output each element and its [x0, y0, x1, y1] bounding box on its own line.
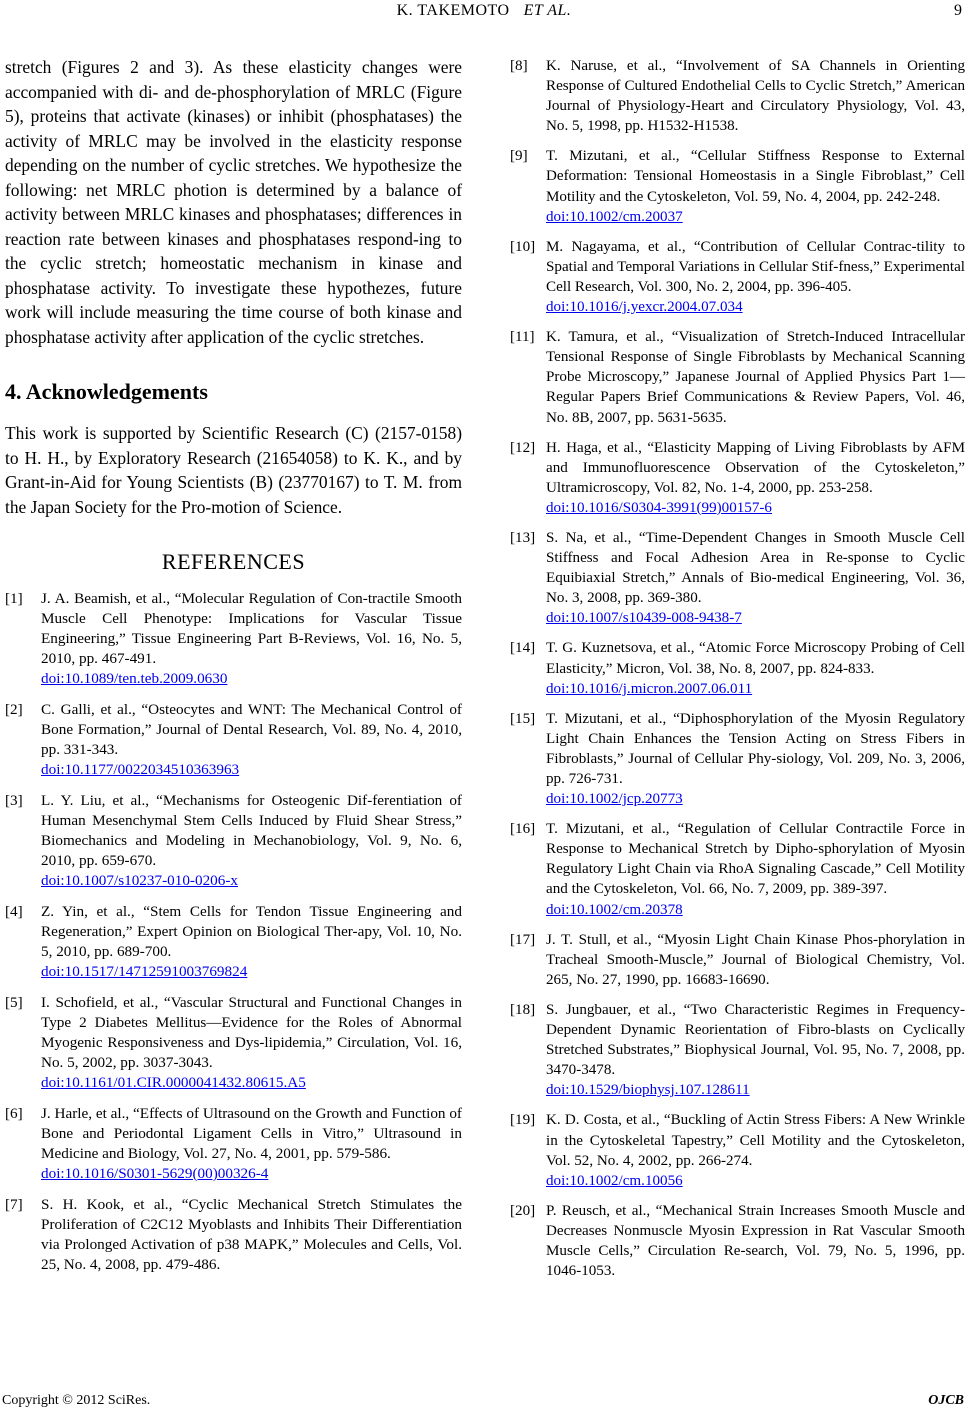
reference-number: [3] [5, 792, 23, 809]
reference-number: [16] [510, 821, 536, 838]
reference-doi-link[interactable]: doi:10.1161/01.CIR.0000041432.80615.A5 [41, 1074, 306, 1091]
reference-text [546, 528, 965, 628]
reference-doi-link[interactable]: doi:10.1007/s10439-008-9438-7 [546, 610, 742, 627]
reference-item [5, 1104, 462, 1184]
reference-text [546, 1110, 965, 1190]
reference-number: [15] [510, 710, 536, 727]
running-head [0, 2, 968, 20]
acknowledgements-text: This work is supported by Scientific Research (C) (2157-0158) to H. H., by Exploratory Research (21654058) to K. K., and by Grant-in-Aid for Young Scientists (B) (23770167) to T. M. from the Japan Society for the Pro-motion of Science. [5, 423, 462, 517]
reference-text [41, 1195, 462, 1275]
copyright-notice: Copyright © 2012 SciRes. [2, 1393, 151, 1408]
reference-citation: T. Mizutani, et al., “Regulation of Cellular Contractile Force in Response to Mechanical Stretch by Dipho-sphorylation of Myosin Regulatory Light Chain via RhoA Signaling Cascade,” Cell Motility and the Cytoskeleton, Vol. 66, No. 7, 2009, pp. 389-397. [546, 821, 965, 898]
reference-doi-link[interactable]: doi:10.1002/jcp.20773 [546, 791, 683, 808]
running-head-etal: ET AL. [523, 2, 572, 19]
reference-item [510, 709, 965, 809]
reference-citation: T. Mizutani, et al., “Cellular Stiffness Response to External Deformation: Tensional Homeostasis in a Single Fibroblast,” Cell Motility and the Cytoskeleton, Vol. 59, No. 4, 2004, pp. 242-248. [546, 148, 965, 205]
references-heading: REFERENCES [161, 549, 306, 574]
journal-abbrev: OJCB [928, 1393, 964, 1408]
reference-citation: M. Nagayama, et al., “Contribution of Cellular Contrac-tility to Spatial and Temporal Variations in Cellular Stif-fness,” Experimental Cell Research, Vol. 300, No. 2, 2004, pp. 396-405. [546, 238, 965, 295]
reference-doi-link[interactable]: doi:10.1002/cm.20378 [546, 901, 683, 918]
reference-doi-link[interactable]: doi:10.1002/cm.10056 [546, 1172, 683, 1189]
reference-item [5, 791, 462, 891]
reference-text [41, 1104, 462, 1184]
right-column [510, 56, 965, 1291]
reference-text [546, 56, 965, 136]
reference-citation: H. Haga, et al., “Elasticity Mapping of Living Fibroblasts by AFM and Immunofluorescence Observation of the Cytoskeleton,” Ultramicroscopy, Vol. 82, No. 1-4, 2000, pp. 253-258. [546, 439, 965, 496]
reference-item [510, 528, 965, 628]
reference-text [41, 902, 462, 982]
running-head-author: K. TAKEMOTO [396, 2, 510, 19]
reference-number: [10] [510, 238, 536, 255]
reference-number: [19] [510, 1112, 536, 1129]
reference-text [546, 438, 965, 518]
reference-item [510, 146, 965, 226]
reference-item [510, 56, 965, 136]
reference-number: [12] [510, 439, 536, 456]
reference-doi-link[interactable]: doi:10.1529/biophysj.107.128611 [546, 1082, 750, 1099]
reference-doi-link[interactable]: doi:10.1016/j.yexcr.2004.07.034 [546, 299, 743, 316]
reference-item [510, 438, 965, 518]
reference-citation: J. Harle, et al., “Effects of Ultrasound on the Growth and Function of Bone and Periodontal Ligament Cells in Vitro,” Ultrasound in Medicine and Biology, Vol. 27, No. 4, 2001, pp. 579-586. [41, 1105, 462, 1162]
reference-citation: J. A. Beamish, et al., “Molecular Regulation of Con-tractile Smooth Muscle Cell Phenotype: Implications for Vascular Tissue Engineering,” Tissue Engineering Part B-Reviews, Vol. 16, No. 5, 2010, pp. 467-491. [41, 590, 462, 667]
reference-citation: S. Jungbauer, et al., “Two Characteristic Regimes in Frequency-Dependent Dynamic Reorientation of Fibro-blasts on Cyclically Stretched Substrates,” Biophysical Journal, Vol. 95, No. 7, 2008, pp. 3470-3478. [546, 1001, 965, 1079]
reference-text [546, 709, 965, 809]
reference-citation: T. G. Kuznetsova, et al., “Atomic Force Microscopy Probing of Cell Elasticity,” Micron, Vol. 38, No. 8, 2007, pp. 824-833. [546, 640, 965, 677]
reference-number: [13] [510, 529, 536, 546]
reference-list-left [5, 589, 462, 1275]
reference-number: [9] [510, 148, 528, 165]
reference-text [546, 327, 965, 427]
reference-citation: I. Schofield, et al., “Vascular Structural and Functional Changes in Type 2 Diabetes Mellitus—Evidence for the Roles of Abnormal Myogenic Responsiveness and Dys-lipidemia,” Circulation, Vol. 16, No. 5, 2002, pp. 3037-3043. [41, 994, 462, 1071]
page-header [0, 2, 968, 24]
reference-text [41, 791, 462, 891]
reference-number: [5] [5, 994, 23, 1011]
reference-item [510, 327, 965, 427]
reference-number: [11] [510, 329, 535, 346]
reference-text [546, 930, 965, 990]
reference-number: [8] [510, 58, 528, 74]
reference-text [41, 993, 462, 1093]
reference-citation: K. D. Costa, et al., “Buckling of Actin Stress Fibers: A New Wrinkle in the Cytoskeletal Tapestry,” Cell Motility and the Cytoskeleton, Vol. 52, No. 4, 2002, pp. 266-274. [546, 1112, 965, 1169]
reference-doi-link[interactable]: doi:10.1016/S0304-3991(99)00157-6 [546, 499, 772, 516]
reference-citation: P. Reusch, et al., “Mechanical Strain Increases Smooth Muscle and Decreases Nonmuscle Myosin Expression in Rat Vascular Smooth Muscle Cells,” Circulation Re-search, Vol. 79, No. 5, 1996, pp. 1046-1053. [546, 1202, 965, 1280]
reference-item [5, 589, 462, 689]
reference-number: [1] [5, 590, 23, 607]
reference-number: [20] [510, 1202, 536, 1219]
reference-text [546, 237, 965, 317]
reference-citation: K. Naruse, et al., “Involvement of SA Channels in Orienting Response of Cultured Endothelial Cells to Cyclic Stretch,” American Journal of Physiology-Heart and Circulatory Physiology, Vol. 43, No. 5, 1998, pp. H1532-H1538. [546, 58, 965, 135]
reference-item [510, 930, 965, 990]
page-footer [0, 1393, 968, 1413]
reference-doi-link[interactable]: doi:10.1016/S0301-5629(00)00326-4 [41, 1165, 269, 1182]
reference-number: [14] [510, 640, 536, 657]
reference-text [546, 819, 965, 919]
reference-number: [7] [5, 1196, 23, 1213]
reference-item [5, 1195, 462, 1275]
reference-doi-link[interactable]: doi:10.1002/cm.20037 [546, 208, 683, 225]
reference-citation: Z. Yin, et al., “Stem Cells for Tendon Tissue Engineering and Regeneration,” Expert Opinion on Biological Ther-apy, Vol. 10, No. 5, 2010, pp. 689-700. [41, 903, 462, 960]
reference-text [41, 589, 462, 689]
reference-number: [17] [510, 931, 536, 948]
reference-text [546, 1000, 965, 1100]
reference-text [546, 638, 965, 698]
reference-number: [18] [510, 1001, 536, 1018]
reference-doi-link[interactable]: doi:10.1089/ten.teb.2009.0630 [41, 670, 228, 687]
reference-number: [6] [5, 1105, 23, 1122]
reference-citation: S. Na, et al., “Time-Dependent Changes in Smooth Muscle Cell Stiffness and Focal Adhesion Area in Re-sponse to Cyclic Equibiaxial Stretch,” Annals of Bio-medical Engineering, Vol. 36, No. 3, 2008, pp. 369-380. [546, 529, 965, 607]
reference-item [510, 1201, 965, 1281]
reference-list-right [510, 56, 965, 1281]
reference-item [5, 700, 462, 780]
reference-text [546, 146, 965, 226]
reference-citation: S. H. Kook, et al., “Cyclic Mechanical Stretch Stimulates the Proliferation of C2C12 Myoblasts and Inhibits Their Differentiation via Prolonged Activation of p38 MAPK,” Molecules and Cells, Vol. 25, No. 4, 2008, pp. 479-486. [41, 1196, 462, 1273]
reference-text [546, 1201, 965, 1281]
acknowledgements-heading: 4. Acknowledgements [5, 379, 208, 404]
left-column [5, 55, 462, 1286]
reference-citation: C. Galli, et al., “Osteocytes and WNT: The Mechanical Control of Bone Formation,” Journal of Dental Research, Vol. 89, No. 4, 2010, pp. 331-343. [41, 701, 462, 758]
reference-citation: J. T. Stull, et al., “Myosin Light Chain Kinase Phos-phorylation in Tracheal Smooth-Muscle,” Journal of Biological Chemistry, Vol. 265, No. 27, 1990, pp. 16683-16690. [546, 931, 965, 988]
reference-doi-link[interactable]: doi:10.1007/s10237-010-0206-x [41, 872, 239, 889]
reference-text [41, 700, 462, 780]
reference-doi-link[interactable]: doi:10.1016/j.micron.2007.06.011 [546, 680, 753, 697]
page-number: 9 [954, 2, 962, 19]
reference-doi-link[interactable]: doi:10.1177/0022034510363963 [41, 761, 240, 778]
reference-number: [2] [5, 701, 23, 718]
reference-citation: T. Mizutani, et al., “Diphosphorylation of the Myosin Regulatory Light Chain Enhances the Tension Acting on Stress Fibers in Fibroblasts,” Journal of Cellular Phy-siology, Vol. 209, No. 3, 2006, pp. 726-731. [546, 710, 965, 787]
reference-doi-link[interactable]: doi:10.1517/14712591003769824 [41, 963, 248, 980]
reference-item [510, 1110, 965, 1190]
reference-citation: K. Tamura, et al., “Visualization of Stretch-Induced Intracellular Tensional Response of Single Fibroblasts by Mechanical Scanning Probe Microscopy,” Japanese Journal of Applied Physics Part 1—Regular Papers Brief Communications & Review Papers, Vol. 46, No. 8B, 2007, pp. 5631-5635. [546, 329, 965, 426]
reference-citation: L. Y. Liu, et al., “Mechanisms for Osteogenic Dif-ferentiation of Human Mesenchymal Stem Cells Induced by Fluid Shear Stress,” Biomechanics and Modeling in Mechanobiology, Vol. 9, No. 6, 2010, pp. 659-670. [41, 792, 462, 869]
reference-item [5, 902, 462, 982]
reference-item [510, 819, 965, 919]
reference-item [510, 237, 965, 317]
body-paragraph: stretch (Figures 2 and 3). As these elasticity changes were accompanied with di- and de-phosphorylation of MRLC (Figure 5), proteins that activate (kinases) or inhibit (phosphatases) the activity of MRLC may be involved in the elasticity response depending on the number of cyclic stretches. We hypothesize the following: net MRLC photion is determined by a balance of activity between MRLC kinases and phosphatases; differences in reaction rate between kinases and phosphatases respond-ing to the cyclic stretch; homeostatic mechanism in kinase and phosphatase activity. To investigate these hypothezes, future work will include measuring the time course of both kinase and phosphatase activity after application of the cyclic stretches. [5, 57, 462, 347]
reference-item [510, 1000, 965, 1100]
reference-item [510, 638, 965, 698]
reference-number: [4] [5, 903, 23, 920]
reference-item [5, 993, 462, 1093]
